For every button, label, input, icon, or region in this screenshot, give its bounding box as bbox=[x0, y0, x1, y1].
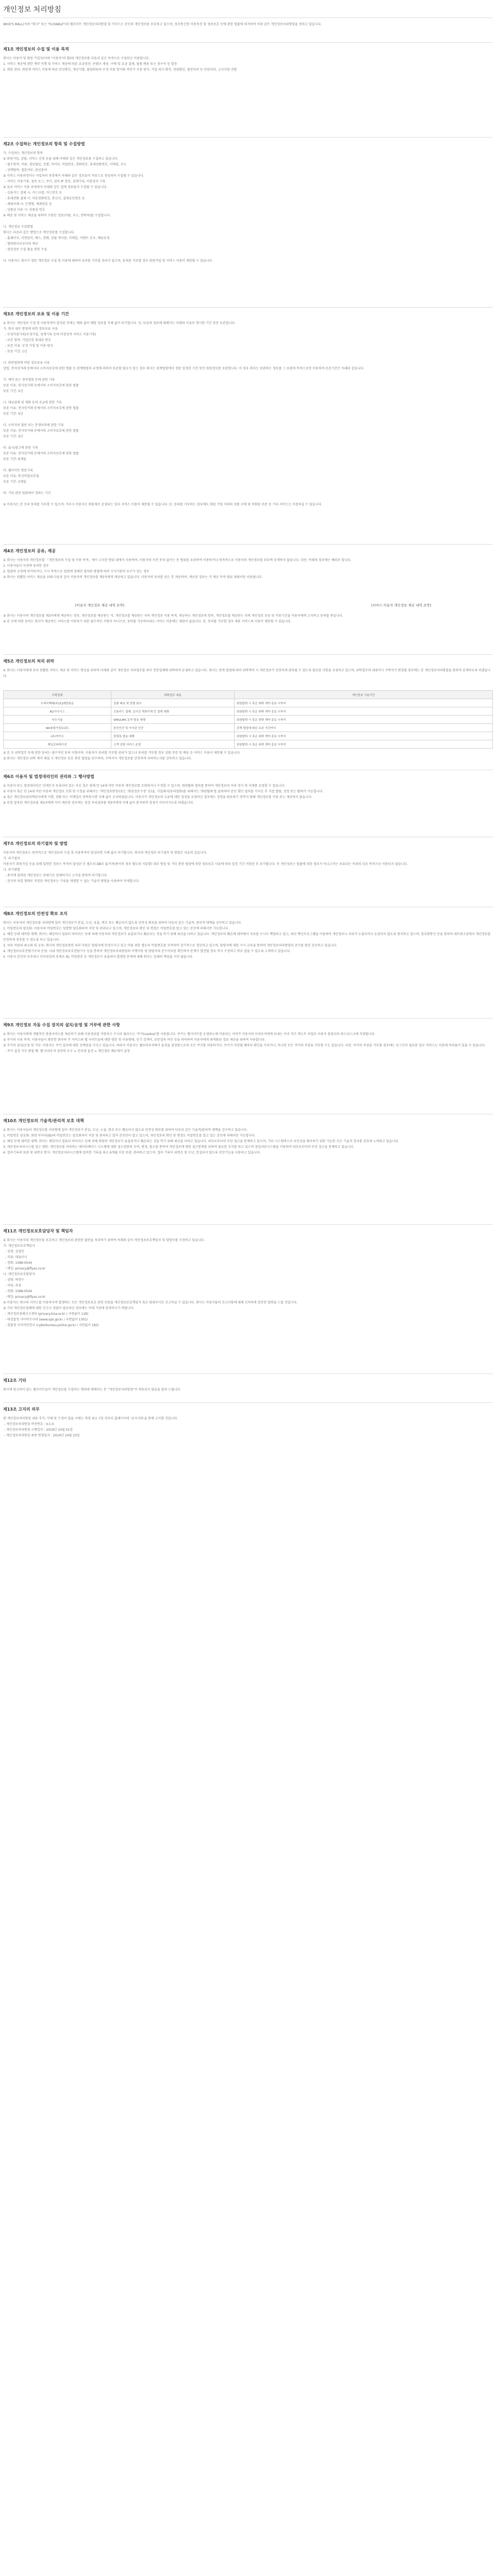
section-5-body: ① 회사는 이용자에게 보다 원활한 서비스 제공 및 서비스 향상을 위하여 아래와 같이 개인정보 처리업무를 외부 전문업체에 위탁하여 운영하고 있습니다. 회사는 관계 법령에 따라 위탁계약 시 개인정보가 안전하게 관리될 수 있도록 필요한 사항을 규정하고 있으며, 위탁업무의 내용이나 수탁자가 변경될 경우에는 본 개인정보처리방침을 통하여 공개하도록 하겠습니다. bbox=[3, 669, 491, 678]
table-cell: 우체국택배(주)/CJ대한통운 bbox=[4, 699, 111, 707]
table-cell: (주)카카오 bbox=[4, 732, 111, 740]
section-13-heading: 제13조 고지의 의무 bbox=[3, 1407, 40, 1412]
intro-text: WHO'S MALL(이하 "회사" 또는 "FLIYABLE")의 웹사이트 개인정보처리방침 및 가이드는 본인의 개인정보를 보호하고 있으며, 정보통신망 이용촉진 및 정보보호 등에 관한 법률에 의거하여 이와 같은 개인정보처리방침을 정하고 있습니다. bbox=[3, 23, 322, 26]
section-1-heading: 제1조 개인정보의 수집 및 이용 목적 bbox=[3, 47, 69, 52]
section-divider bbox=[3, 654, 493, 655]
section-7-heading: 제7조 개인정보의 파기절차 및 방법 bbox=[3, 841, 68, 846]
table-cell: SMS/LMS 문자 발송 대행 bbox=[111, 716, 235, 724]
table-cell: 고객 상담 서비스 운영 bbox=[111, 740, 235, 749]
share-summary-left: [이용자 개인정보 제공 내역 요약] bbox=[75, 603, 124, 607]
section-2-heading: 제2조 수집하는 개인정보의 항목 및 수집방법 bbox=[3, 142, 85, 146]
table-cell: 알림톡 발송 대행 bbox=[111, 732, 235, 740]
section-2-body: 가. 수집하는 개인정보의 항목 ① 회원가입, 상담, 서비스 신청 등을 위해 아래와 같은 개인정보를 수집하고 있습니다. - 필수항목: 이름, 생년월일, 성별, 아이디, 비밀번호, 전화번호, 휴대전화번호, 이메일, 주소 - 선택항목: 결혼여부, 관심분야 ② 서비스 이용과정이나 사업처리 과정에서 아래와 같은 정보들이 자동으로 생성되어 수집될 수 있습니다. - 서비스 이용기록, 접속 로그, 쿠키, 접속 IP 정보, 결제기록, 이용정지 기록 ③ 유료 서비스 이용 과정에서 아래와 같은 결제 정보들이 수집될 수 있습니다. - 신용카드 결제 시: 카드사명, 카드번호 등 - 휴대전화 결제 시: 이동전화번호, 통신사, 결제승인번호 등 - 계좌이체 시: 은행명, 계좌번호 등 - 상품권 이용 시: 상품권 번호 ④ 배송 및 서비스 제공을 위하여 수령인 정보(이름, 주소, 연락처)를 수집합니다. 나. 개인정보 수집방법 회사는 다음과 같은 방법으로 개인정보를 수집합니다. - 홈페이지, 서면양식, 팩스, 전화, 상담 게시판, 이메일, 이벤트 응모, 배송요청 - 협력회사로부터의 제공 - 생성정보 수집 툴을 통한 수집 다. 이용자는 회사가 정한 개인정보 수집 및 이용에 대하여 동의를 거부할 권리가 있으며, 동의를 거부할 경우 회원가입 및 서비스 이용이 제한될 수 있습니다. bbox=[3, 151, 213, 263]
section-9-heading: 제9조 개인정보 자동 수집 장치의 설치/운영 및 거부에 관한 사항 bbox=[3, 1023, 120, 1027]
table-row bbox=[4, 716, 493, 724]
table-row bbox=[4, 699, 493, 707]
section-3-body: ① 회사는 개인정보 수집 및 이용목적이 달성된 후에는 예외 없이 해당 정보를 지체 없이 파기합니다. 단, 다음의 정보에 대해서는 아래의 이유로 명시한 기간 동안 보존합니다. 가. 회사 내부 방침에 의한 정보보유 사유 - 부정이용기록(부정가입, 징계기록 등의 비정상적 서비스 이용기록) - 보존 항목: 가입인증 휴대폰 번호 - 보존 이유: 부정 가입 및 이용 방지 - 보존 기간: 1년 나. 관련법령에 의한 정보보유 사유 상법, 전자상거래 등에서의 소비자보호에 관한 법률 등 관계법령의 규정에 의하여 보존할 필요가 있는 경우 회사는 관계법령에서 정한 일정한 기간 동안 회원정보를 보관합니다. 이 경우 회사는 보관하는 정보를 그 보관의 목적으로만 이용하며 보존기간은 아래와 같습니다. 가. 계약 또는 청약철회 등에 관한 기록 보존 이유: 전자상거래 등에서의 소비자보호에 관한 법률 보존 기간: 5년 나. 대금결제 및 재화 등의 공급에 관한 기록 보존 이유: 전자상거래 등에서의 소비자보호에 관한 법률 보존 기간: 5년 다. 소비자의 불만 또는 분쟁처리에 관한 기록 보존 이유: 전자상거래 등에서의 소비자보호에 관한 법률 보존 기간: 3년 라. 표시/광고에 관한 기록 보존 이유: 전자상거래 등에서의 소비자보호에 관한 법률 보존 기간: 6개월 마. 웹사이트 방문기록 보존 이유: 통신비밀보호법 보존 기간: 3개월 바. 기타 관련 법령에서 정하는 기간 ② 이용자는 본 조의 동의를 거부할 수 있으며, 거부시 이용자는 회원제로 운영되는 일부 서비스 이용이 제한될 수 있습니다. 단, 동의를 거부하는 경우에도 회원 가입 이외의 상품 구매 및 비회원 주문 등 기타 서비스는 이용하실 수 있습니다. bbox=[3, 321, 365, 506]
table-cell: 회원탈퇴 시 혹은 위탁 계약 종료 시까지 bbox=[235, 716, 493, 724]
table-cell: 회원탈퇴 시 혹은 위탁 계약 종료 시까지 bbox=[235, 699, 493, 707]
section-5-heading: 제5조 개인정보의 처리 위탁 bbox=[3, 659, 54, 664]
section-4-heading: 제4조 개인정보의 공유, 제공 bbox=[3, 549, 56, 553]
share-summary-right: [서비스 이용자 개인정보 제공 내역 요약] bbox=[371, 603, 431, 607]
section-divider bbox=[3, 544, 493, 545]
table-cell: 관계 법령에 따른 보존 기간까지 bbox=[235, 724, 493, 732]
section-5-body-continued: ② 본 조 위탁업무 등에 관한 동의는 필수적인 동의 사항이며, 이용자가 동의를 거부할 권리가 있으나 동의를 거부할 경우 상품 주문 및 배송 등 서비스 이용이 제한될 수 있습니다. ③ 회사는 개인정보 위탁 계약 체결 시 개인정보 보호 관련 법령을 준수하며, 수탁자가 개인정보를 안전하게 처리하는지를 감독하고 있습니다. bbox=[3, 751, 241, 760]
section-divider bbox=[3, 137, 493, 138]
table-row bbox=[4, 707, 493, 716]
share-summary-row bbox=[3, 603, 493, 608]
section-8-body: 회사는 이용자의 개인정보를 처리함에 있어 개인정보가 분실, 도난, 유출, 변조 또는 훼손되지 않도록 안전성 확보를 위하여 다음과 같은 기술적, 관리적 대책을 강구하고 있습니다. 1. 비밀번호의 암호화: 이용자의 비밀번호는 일방향 암호화하여 저장 및 관리되고 있으며, 개인정보의 확인 및 변경은 비밀번호를 알고 있는 본인에 의해서만 가능합니다. 2. 해킹 등에 대비한 대책: 회사는 해킹이나 컴퓨터 바이러스 등에 의해 이용자의 개인정보가 유출되거나 훼손되는 것을 막기 위해 최선을 다하고 있습니다. 개인정보의 훼손에 대비해서 자료를 수시로 백업하고 있고, 최신 백신프로그램을 이용하여 개인정보나 자료가 누출되거나 손상되지 않도록 방지하고 있으며, 암호화통신 등을 통하여 네트워크상에서 개인정보를 안전하게 전송할 수 있도록 하고 있습니다. 3. 처리 직원의 최소화 및 교육: 회사의 개인정보관련 처리 직원은 담당자에 한정시키고 있고 이를 위한 별도의 비밀번호를 부여하여 정기적으로 갱신하고 있으며, 담당자에 대한 수시 교육을 통하여 개인정보처리방침의 준수를 항상 강조하고 있습니다. 4. 개인정보보호전담기구의 운영: 사내 개인정보보호전담기구 등을 통하여 개인정보처리방침의 이행사항 및 담당자의 준수여부를 확인하여 문제가 발견될 경우 즉시 수정하고 바로 잡을 수 있도록 노력하고 있습니다. 5. 이용자 본인의 부주의나 인터넷상의 문제로 ID, 비밀번호 등 개인정보가 유출되어 발생한 문제에 대해 회사는 일체의 책임을 지지 않습니다. bbox=[3, 921, 491, 959]
table-cell: 회원탈퇴 시 혹은 위탁 계약 종료 시까지 bbox=[235, 732, 493, 740]
table-cell: 채널코퍼레이션 bbox=[4, 740, 111, 749]
table-cell: 다우기술 bbox=[4, 716, 111, 724]
section-1-body: 회사는 이용자 및 회원 가입자(이하 "이용자"라 함)의 개인정보를 다음과 같은 목적으로 수집하고 이용합니다. 1. 서비스 제공에 관한 계약 이행 및 서비스 제공에 따른 요금정산: 콘텐츠 제공, 구매 및 요금 결제, 물품 배송 또는 청구서 등 발송 2. 회원 관리: 회원제 서비스 이용에 따른 본인확인, 개인식별, 불량회원의 부정 이용 방지와 비인가 사용 방지, 가입 의사 확인, 연령확인, 불만처리 등 민원처리, 고지사항 전달 bbox=[3, 57, 237, 72]
section-divider bbox=[3, 1402, 493, 1403]
table-cell: 회원탈퇴 시 혹은 위탁 계약 종료 시까지 bbox=[235, 707, 493, 716]
section-12-heading: 제12조 기타 bbox=[3, 1378, 26, 1383]
table-header: 개인정보 이용기간 bbox=[235, 691, 493, 699]
section-divider bbox=[3, 42, 493, 43]
table-cell: NICE평가정보(주) bbox=[4, 724, 111, 732]
section-13-body: 현 개인정보처리방침 내용 추가, 삭제 및 수정이 있을 시에는 개정 최소 7일 전부터 홈페이지의 '공지사항'을 통해 고지할 것입니다. - 개인정보처리방침 버전번호 : V.1.0 - 개인정보처리방침 시행일자 : 2019년 10월 01일 - 개인정보처리방침 최종 변경일자 : 2019년 10월 23일 bbox=[3, 1417, 178, 1437]
table-header: 수탁업체 bbox=[4, 691, 111, 699]
consignment-table bbox=[3, 690, 493, 749]
table-header: 위탁업무 내용 bbox=[111, 691, 235, 699]
table-header-row bbox=[4, 691, 493, 699]
section-10-body: ① 회사는 이용자들의 개인정보를 처리함에 있어 개인정보가 분실, 도난, 누출, 변조 또는 훼손되지 않도록 안전성 확보를 위하여 다음과 같은 기술적/관리적 대책을 강구하고 있습니다. 1. 비밀번호 암호화: 회원 아이디(ID)의 비밀번호는 암호화되어 저장 및 관리되고 있어 본인만이 알고 있으며, 개인정보의 확인 및 변경도 비밀번호를 알고 있는 본인에 의해서만 가능합니다. 2. 해킹 등에 대비한 대책: 회사는 해킹이나 컴퓨터 바이러스 등에 의해 회원의 개인정보가 유출되거나 훼손되는 것을 막기 위해 최선을 다하고 있습니다. 외부로부터의 무단 접근을 통제하고 있으며, 기타 시스템적으로 보안성을 확보하기 위한 가능한 모든 기술적 장치를 갖추려 노력하고 있습니다. 3. 개인정보처리시스템 접근 제한: 개인정보를 처리하는 데이터베이스 시스템에 대한 접근권한의 부여, 변경, 말소를 통하여 개인정보에 대한 접근통제를 위하여 필요한 조치를 하고 있으며 침입차단시스템을 이용하여 외부로부터의 무단 접근을 통제하고 있습니다. 4. 접속기록의 보관 및 위변조 방지: 개인정보처리시스템에 접속한 기록을 최소 6개월 이상 보관, 관리하고 있으며, 접속 기록이 위변조 및 도난, 분실되지 않도록 보안기능을 사용하고 있습니다. bbox=[3, 1128, 399, 1155]
section-6-heading: 제6조 이용자 및 법정대리인의 권리와 그 행사방법 bbox=[3, 774, 94, 779]
table-cell: 상품 배송 및 반품 회수 bbox=[111, 699, 235, 707]
section-4-body: ① 회사는 이용자의 개인정보를 「개인정보의 수집 및 이용 목적」에서 고지한 범위 내에서 사용하며, 이용자의 사전 동의 없이는 동 범위를 초과하여 이용하거나 원칙적으로 이용자의 개인정보를 외부에 공개하지 않습니다. 다만, 아래의 경우에는 예외로 합니다. 1. 이용자들이 사전에 동의한 경우 2. 법령의 규정에 의거하거나, 수사 목적으로 법령에 정해진 절차와 방법에 따라 수사기관의 요구가 있는 경우 ② 회사는 원활한 서비스 제공을 위해 다음과 같이 이용자의 개인정보를 제3자에게 제공하고 있습니다. 이용자의 동의를 얻은 후 제공하며, 제공된 정보는 각 제공 목적 범위 내에서만 이용됩니다. bbox=[3, 558, 352, 579]
section-divider bbox=[3, 1224, 493, 1225]
section-3-heading: 제3조 개인정보의 보유 및 이용 기간 bbox=[3, 312, 69, 316]
section-divider bbox=[3, 307, 493, 308]
table-cell: 본인인증 및 아이핀 인증 bbox=[111, 724, 235, 732]
section-8-heading: 제8조 개인정보의 안전성 확보 조치 bbox=[3, 911, 68, 916]
section-4-body-continued: ③ 회사는 이용자의 개인정보를 제3자에게 제공하는 경우, 개인정보를 제공받는 자, 개인정보를 제공받는 자의 개인정보 이용 목적, 제공하는 개인정보의 항목, 개인정보를 제공받는 자의 개인정보 보유 및 이용기간을 이용자에게 고지하고 동의를 받습니다. ④ 본 조에 의한 동의는 회사가 제공하는 서비스를 이용하기 위한 필수적인 사항이 아니므로, 동의를 거부하더라도 서비스 이용에는 제한이 없습니다. 단, 동의를 거부할 경우 제휴 서비스의 이용이 제한될 수 있습니다. bbox=[3, 614, 343, 623]
section-9-body: ① 회사는 이용자에게 개별적인 맞춤서비스를 제공하기 위해 이용정보를 저장하고 수시로 불러오는 '쿠키(cookie)'를 사용합니다. 쿠키는 웹사이트를 운영하는데 이용되는 서버가 이용자의 브라우저에게 보내는 아주 작은 텍스트 파일로 이용자 컴퓨터의 하드디스크에 저장됩니다. ② 쿠키의 사용 목적: 이용자들이 방문한 회사의 각 서비스와 웹 사이트들에 대한 방문 및 이용형태, 인기 검색어, 보안접속 여부 등을 파악하여 이용자에게 최적화된 정보 제공을 위하여 사용합니다. ③ 쿠키의 설치/운영 및 거부: 이용자는 쿠키 설치에 대한 선택권을 가지고 있습니다. 따라서 이용자는 웹브라우저에서 옵션을 설정함으로써 모든 쿠키를 허용하거나, 쿠키가 저장될 때마다 확인을 거치거나, 아니면 모든 쿠키의 저장을 거부할 수도 있습니다. 다만, 쿠키의 저장을 거부할 경우에는 로그인이 필요한 일부 서비스는 이용에 어려움이 있을 수 있습니다. - 쿠키 설정 거부 방법 예: 웹 브라우저 상단의 도구 > 인터넷 옵션 > 개인정보 메뉴에서 설정 bbox=[3, 1032, 486, 1053]
table-row bbox=[4, 740, 493, 749]
section-7-body: 이용자의 개인정보는 원칙적으로 개인정보의 수집 및 이용목적이 달성되면 지체 없이 파기합니다. 회사의 개인정보 파기절차 및 방법은 다음과 같습니다. 가. 파기절차 이용자가 회원가입 등을 위해 입력한 정보는 목적이 달성된 후 별도의 DB로 옮겨져(종이의 경우 별도의 서류함) 내부 방침 및 기타 관련 법령에 의한 정보보호 사유에 따라 일정 기간 저장된 후 파기됩니다. 동 개인정보는 법률에 의한 경우가 아니고서는 보유되는 이외의 다른 목적으로 이용되지 않습니다. 나. 파기방법 - 종이에 출력된 개인정보는 분쇄기로 분쇄하거나 소각을 통하여 파기합니다. - 전자적 파일 형태로 저장된 개인정보는 기록을 재생할 수 없는 기술적 방법을 사용하여 삭제합니다. bbox=[3, 851, 408, 883]
section-11-body: ① 회사는 이용자의 개인정보를 보호하고 개인정보와 관련한 불만을 처리하기 위하여 아래와 같이 개인정보보호책임자 및 담당자를 지정하고 있습니다. 가. 개인정보보호책임자 - 성명: 김영민 - 직위: 대표이사 - 전화: 1588-0544 - 메일: privacy@flyas.co.kr 나. 개인정보보호담당자 - 성명: 박현수 - 직위: 과장 - 전화: 1588-0544 - 메일: privacy@flyas.co.kr ② 이용자는 회사의 서비스를 이용하시며 발생하는 모든 개인정보보호 관련 민원을 개인정보보호책임자 혹은 담당부서로 신고하실 수 있습니다. 회사는 이용자들의 신고사항에 대해 신속하게 충분한 답변을 드릴 것입니다. ③ 기타 개인정보침해에 대한 신고나 상담이 필요하신 경우에는 아래 기관에 문의하시기 바랍니다. - 개인정보침해신고센터 (privacy.kisa.or.kr / 국번없이 118) - 대검찰청 사이버수사과 (www.spo.go.kr / 국번없이 1301) - 경찰청 사이버안전국 (cyberbureau.police.go.kr / 국번없이 182) bbox=[3, 1239, 297, 1327]
section-12-body: 회사에 링크되어 있는 웹사이트들이 개인정보를 수집하는 행위에 대해서는 본 "개인정보처리방침"이 적용되지 않음을 알려 드립니다. bbox=[3, 1388, 181, 1392]
table-cell: KG이니시스 bbox=[4, 707, 111, 716]
section-divider bbox=[3, 1018, 493, 1019]
table-cell: 신용카드 결제, 실시간 계좌이체 등 결제 대행 bbox=[111, 707, 235, 716]
section-10-heading: 제10조 개인정보의 기술적/관리적 보호 대책 bbox=[3, 1118, 84, 1123]
section-11-heading: 제11조 개인정보보호담당자 및 책임자 bbox=[3, 1229, 73, 1233]
table-row bbox=[4, 724, 493, 732]
table-cell: 회원탈퇴 시 혹은 위탁 계약 종료 시까지 bbox=[235, 740, 493, 749]
table-row bbox=[4, 732, 493, 740]
section-6-body: ① 이용자 또는 법정대리인은 언제든지 등록되어 있는 자신 혹은 당해 만 14세 미만 아동의 개인정보를 조회하거나 수정할 수 있으며, 회원탈퇴 절차를 통하여 개인정보의 처리 정지 및 삭제를 요청할 수 있습니다. ② 이용자 혹은 만 14세 미만 아동의 개인정보 조회 및 수정을 위해서는 '개인정보변경'(또는 '회원정보수정' 등)을, 가입해지(동의철회)를 위해서는 '회원탈퇴'를 클릭하여 본인 확인 절차를 거치신 후 직접 열람, 정정 또는 탈퇴가 가능합니다. ③ 혹은 개인정보관리책임자에게 서면, 전화 또는 이메일로 연락하시면 지체 없이 조치하겠습니다. 이용자가 개인정보의 오류에 대한 정정을 요청하신 경우에는 정정을 완료하기 전까지 당해 개인정보를 이용 또는 제공하지 않습니다. ④ 또한 잘못된 개인정보를 제3자에게 이미 제공한 경우에는 정정 처리결과를 제3자에게 지체 없이 통지하여 정정이 이루어지도록 하겠습니다. bbox=[3, 784, 323, 805]
page-title: 개인정보 처리방침 bbox=[3, 6, 61, 14]
